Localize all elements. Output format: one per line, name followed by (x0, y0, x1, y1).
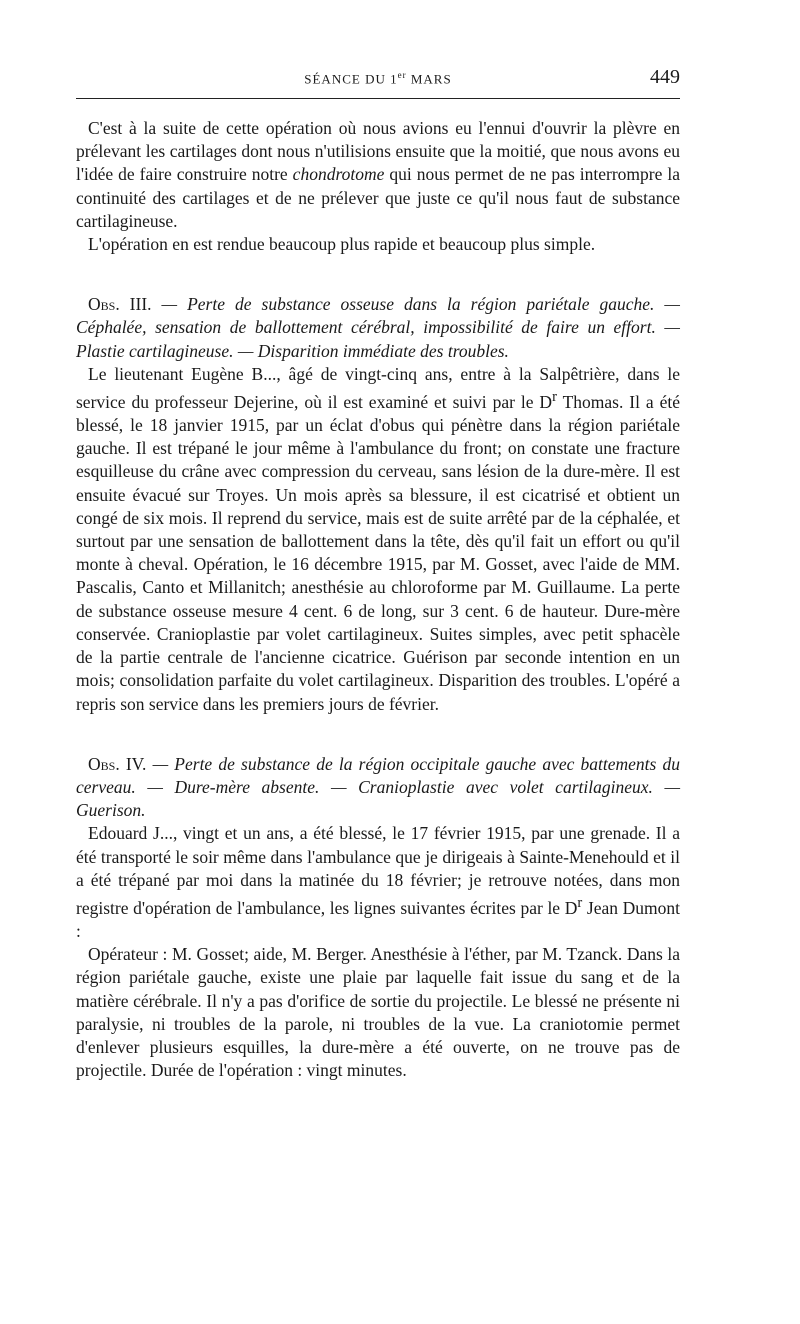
obs4-text1-b: Jean Dumont : (76, 897, 681, 941)
page-number: 449 (650, 66, 680, 88)
obs4-body-2: Opérateur : M. Gosset; aide, M. Berger. Anesthésie à l'éther, par M. Tzanck. Dans la région pariétale gauche, existe une plaie par laquelle fait issue du sang et de la matière cérébrale. Il n'y a pas d'orifice de sortie du projectile. Le blessé ne présente ni paralysie, ni troubles de la parole, ni troubles de la vue. La craniotomie permet d'enlever plusieurs esquilles, la dure-mère a été ouverte, on ne trouve pas de projectile. Durée de l'opération : vingt minutes. (76, 944, 680, 1081)
obs4-title: — Perte de substance de la région occipitale gauche avec battements du cerveau. — Dure-mère absente. — Cranioplastie avec volet cartilagineux. — Guerison. (76, 753, 681, 821)
header-rule (76, 98, 680, 99)
paragraph-chondrotome (76, 117, 680, 233)
page-body (76, 117, 680, 1082)
header-title-sup: er (397, 70, 407, 80)
header-title-post: MARS (406, 71, 452, 87)
obs4-text1-a: Edouard J..., vingt et un ans, a été blessé, le 17 février 1915, par une grenade. Il a été transporté le soir même dans l'ambulance que je dirigeais à Sainte-Menehould et il a été trépané par moi dans la matinée du 18 février; je retrouve notées, dans mon registre d'opération de l'ambulance, les lignes suivantes écrites par le D (76, 823, 680, 918)
obs3-label: Obs. III. (88, 294, 152, 315)
obs4-text1-sup: r (577, 894, 583, 911)
header-title-pre: SÉANCE DU 1 (304, 71, 398, 87)
obs4-body-1 (76, 822, 680, 943)
obs4-label: Obs. IV. (88, 753, 147, 774)
obs4-heading (76, 753, 680, 823)
running-header (76, 62, 680, 92)
obs3-body (76, 363, 680, 716)
obs3-title: — Perte de substance osseuse dans la région pariétale gauche. — Céphalée, sensation de ballottement cérébral, impossibilité de faire un effort. — Plastie cartilagineuse. — Disparition immédiate des troubles. (76, 294, 680, 361)
obs3-text-a: Le lieutenant Eugène B..., âgé de vingt-cinq ans, entre à la Salpêtrière, dans le service du professeur Dejerine, où il est examiné et suivi par le D (76, 363, 680, 412)
p1-text-b: qui nous permet de ne pas interrompre la continuité des cartilages et de ne prélever que juste ce qu'il nous faut de substance cartilagineuse. (76, 164, 680, 231)
obs3-text-b: Thomas. Il a été blessé, le 18 janvier 1915, par un éclat d'obus qui pénètre dans la région pariétale gauche. Il est trépané le jour même à l'ambulance du front; on constate une fracture esquilleuse du crâne avec compression du cerveau, sans lésion de la dure-mère. Il est ensuite évacué sur Troyes. Un mois après sa blessure, il est cicatrisé et obtient un congé de six mois. Il reprend du service, mais est de suite arrêté par de la céphalée, et surtout par une sensation de ballottement dans la tête, dès qu'il fait un effort ou qu'il monte à cheval. Opération, le 16 décembre 1915, par M. Gosset, avec l'aide de MM. Pascalis, Canto et Millanitch; anesthésie au chloroforme par M. Guillaume. La perte de substance osseuse mesure 4 cent. 6 de long, sur 3 cent. 6 de hauteur. Dure-mère conservée. Cranioplastie par volet cartilagineux. Suites simples, avec petit sphacèle de la partie centrale de l'ancienne cicatrice. Guérison par seconde intention en un mois; consolidation parfaite du volet cartilagineux. Disparition des troubles. L'opéré a repris son service dans les premiers jours de février. (76, 391, 680, 714)
paragraph-operation: L'opération en est rendue beaucoup plus rapide et beaucoup plus simple. (88, 234, 596, 255)
header-title (76, 70, 680, 87)
p1-text-a: C'est à la suite de cette opération où nous avions eu l'ennui d'ouvrir la plèvre en prélevant les cartilages dont nous n'utilisions ensuite que la moitié, que nous avons eu l'idée de faire construire notre (76, 118, 680, 185)
obs3-text-sup: r (552, 389, 557, 406)
obs3-heading (76, 293, 680, 363)
p1-emphasis: chondrotome (292, 164, 385, 185)
